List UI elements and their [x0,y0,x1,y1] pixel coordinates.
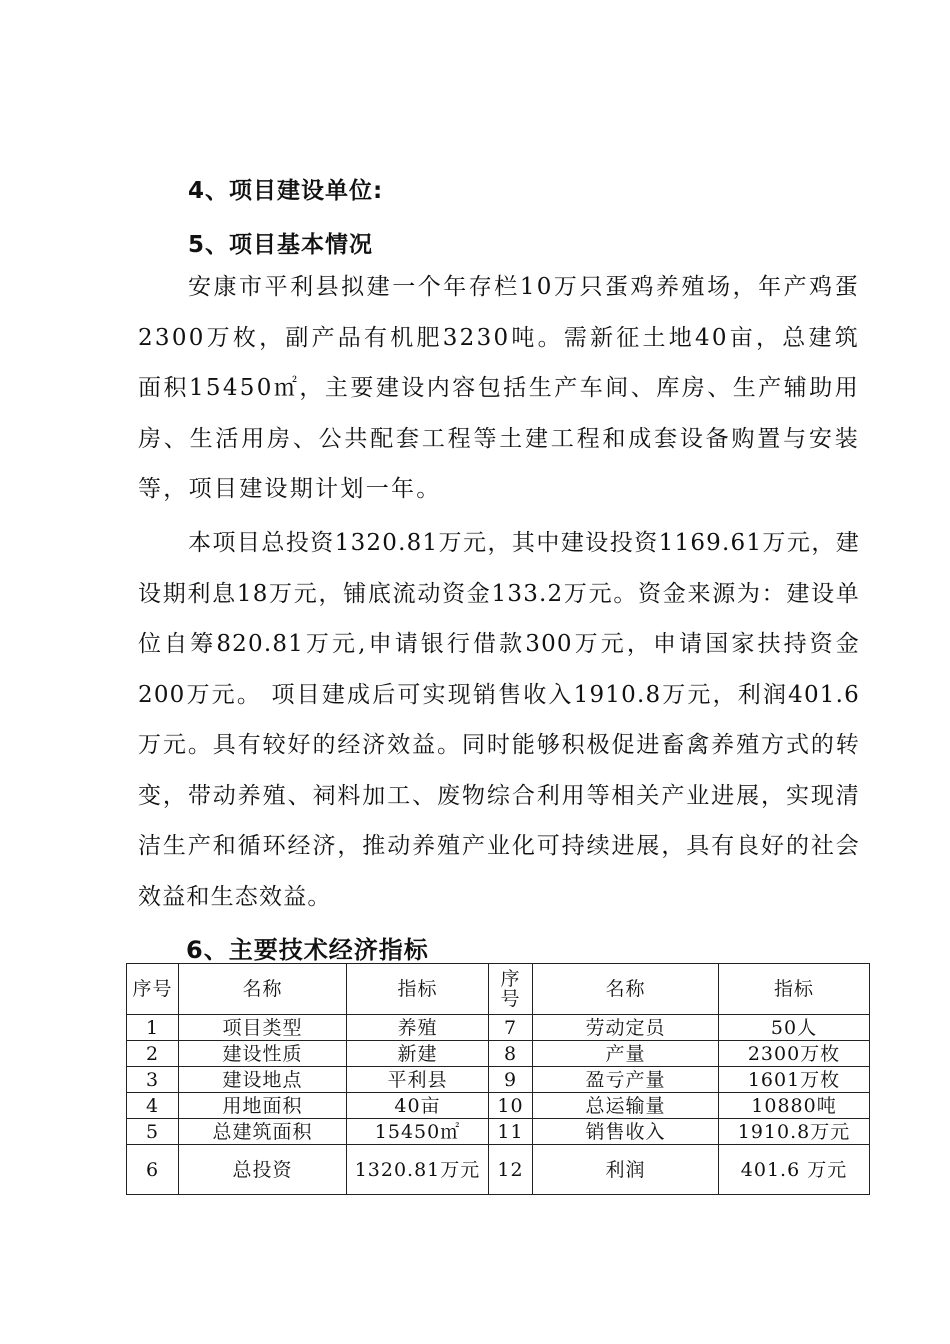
header-name: 名称 [179,964,347,1015]
cell-seq: 4 [127,1093,179,1119]
section-heading-5: 5、项目基本情况 [188,232,374,258]
cell-name: 用地面积 [179,1093,347,1119]
cell-seq: 8 [489,1041,533,1067]
cell-name: 总投资 [179,1145,347,1195]
header-seq: 序号 [489,964,533,1015]
cell-seq: 11 [489,1119,533,1145]
cell-seq: 12 [489,1145,533,1195]
cell-value: 1601万枚 [719,1067,870,1093]
cell-name: 劳动定员 [533,1015,719,1041]
header-indicator: 指标 [347,964,489,1015]
header-name: 名称 [533,964,719,1015]
technical-economic-indicator-table [126,963,870,1195]
table-row [127,1041,870,1067]
cell-value: 新建 [347,1041,489,1067]
cell-seq: 3 [127,1067,179,1093]
cell-value: 401.6 万元 [719,1145,870,1195]
investment-paragraph: 本项目总投资1320.81万元，其中建设投资1169.61万元，建设期利息18万元，铺底流动资金133.2万元。资金来源为：建设单位自筹820.81万元,申请银行借款300万元，申请国家扶持资金200万元。 项目建成后可实现销售收入1910.8万元，利润401.6万元。具有较好的经济效益。同时能够积极促进畜禽养殖方式的转变，带动养殖、祠料加工、废物综合利用等相关产业进展，实现清洁生产和循环经济，推动养殖产业化可持续进展，具有良好的社会效益和生态效益。 [138,530,860,910]
cell-value: 40亩 [347,1093,489,1119]
cell-name: 盈亏产量 [533,1067,719,1093]
cell-seq: 1 [127,1015,179,1041]
table-row [127,1119,870,1145]
cell-seq: 2 [127,1041,179,1067]
cell-value: 50人 [719,1015,870,1041]
cell-value: 10880吨 [719,1093,870,1119]
cell-value: 1910.8万元 [719,1119,870,1145]
cell-seq: 5 [127,1119,179,1145]
cell-value: 平利县 [347,1067,489,1093]
cell-seq: 6 [127,1145,179,1195]
cell-seq: 10 [489,1093,533,1119]
cell-name: 建设性质 [179,1041,347,1067]
section-heading-4: 4、项目建设单位: [188,178,384,204]
project-overview-paragraph: 安康市平利县拟建一个年存栏10万只蛋鸡养殖场，年产鸡蛋2300万枚，副产品有机肥3230吨。需新征土地40亩，总建筑面积15450㎡，主要建设内容包括生产车间、库房、生产辅助用房、生活用房、公共配套工程等土建工程和成套设备购置与安装等，项目建设期计划一年。 [138,274,860,502]
header-indicator: 指标 [719,964,870,1015]
section-heading-6: 6、主要技术经济指标 [186,936,429,964]
table-row [127,1067,870,1093]
cell-value: 1320.81万元 [347,1145,489,1195]
cell-name: 利润 [533,1145,719,1195]
cell-value: 2300万枚 [719,1041,870,1067]
cell-name: 总建筑面积 [179,1119,347,1145]
indicator-table-container [126,963,869,1195]
cell-seq: 9 [489,1067,533,1093]
cell-seq: 7 [489,1015,533,1041]
table-header-row [127,964,870,1015]
cell-value: 养殖 [347,1015,489,1041]
cell-name: 产量 [533,1041,719,1067]
header-seq: 序号 [127,964,179,1015]
cell-value: 15450㎡ [347,1119,489,1145]
cell-name: 建设地点 [179,1067,347,1093]
cell-name: 销售收入 [533,1119,719,1145]
table-row [127,1015,870,1041]
cell-name: 项目类型 [179,1015,347,1041]
table-row [127,1145,870,1195]
table-row [127,1093,870,1119]
cell-name: 总运输量 [533,1093,719,1119]
